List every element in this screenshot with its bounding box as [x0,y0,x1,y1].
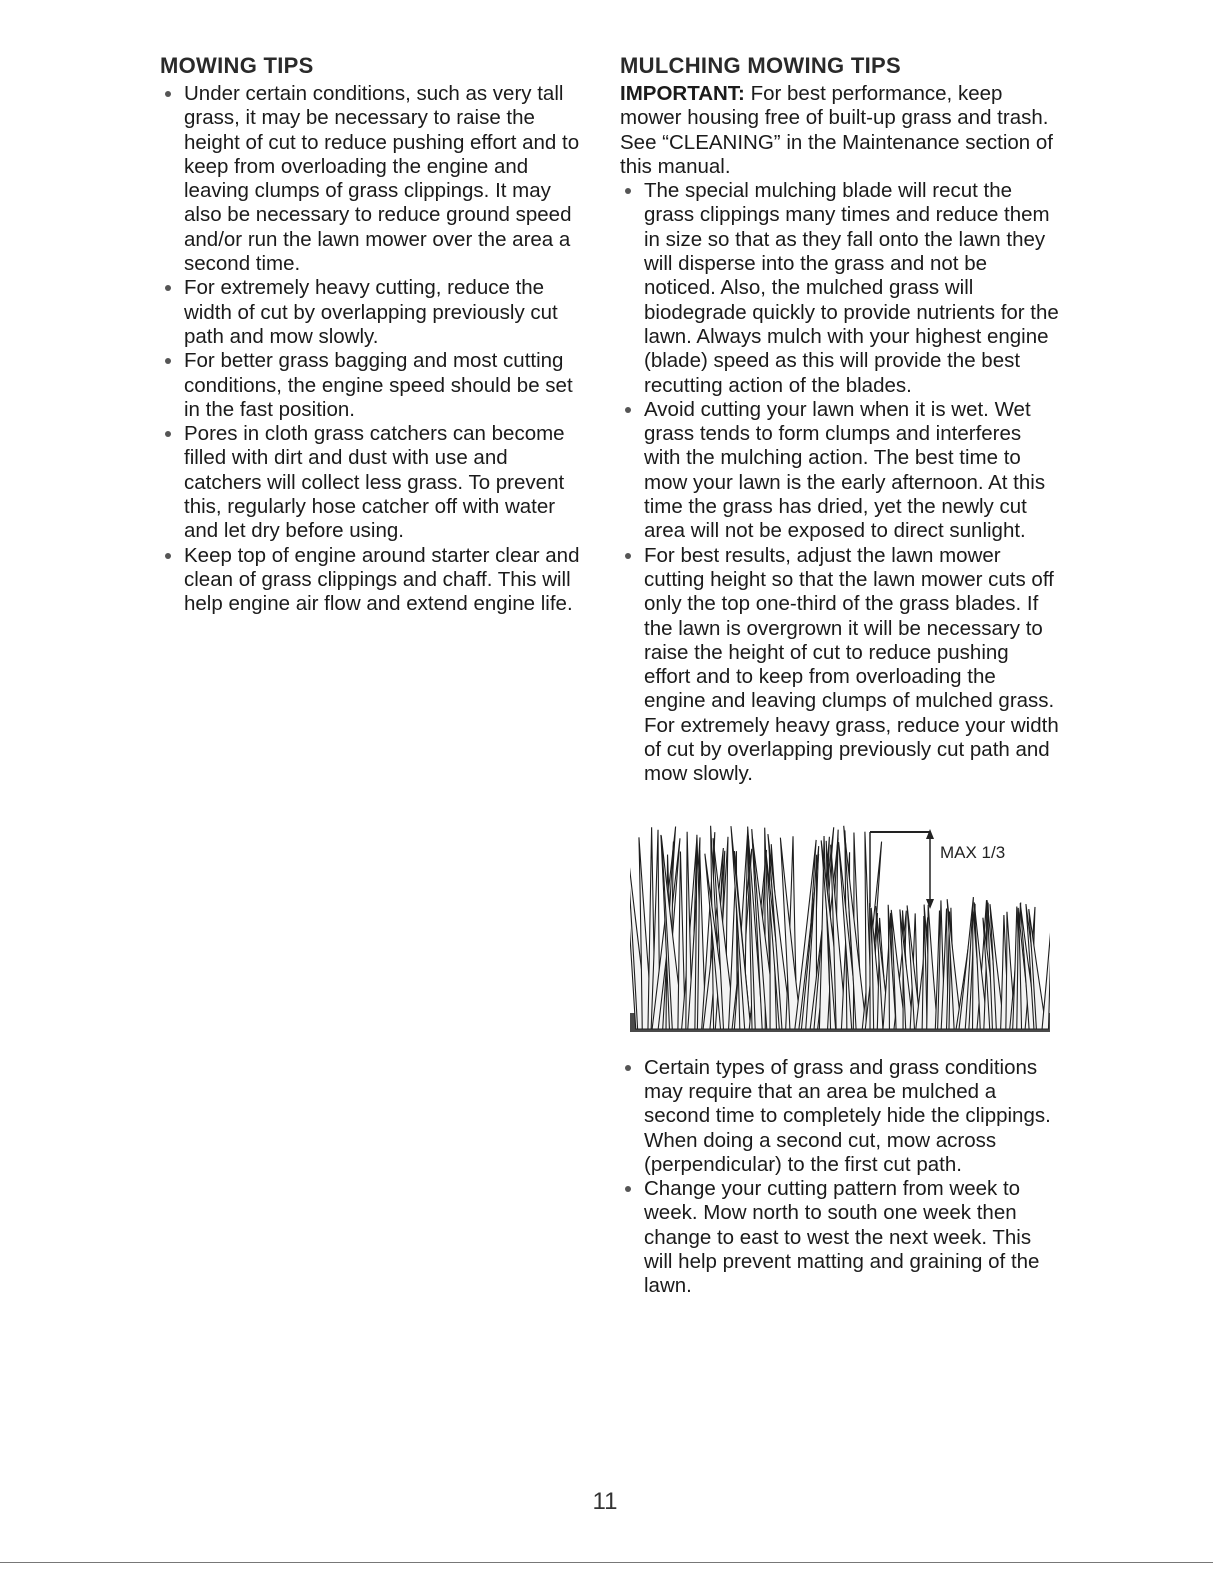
bullet-icon [625,407,631,413]
max-one-third-label: MAX 1/3 [940,842,1006,862]
bullet-icon [165,358,171,364]
mulching-tips-list-continued [620,1056,1060,1299]
list-item: For extremely heavy cutting, reduce the width of cut by overlapping previously cut path and mow slowly. [160,276,590,349]
bullet-icon [625,188,631,194]
page-number: 11 [592,1488,618,1515]
bullet-icon [165,285,171,291]
bullet-icon [165,553,171,559]
left-column [160,52,590,617]
tall-grass [630,825,882,1028]
bottom-rule [0,1562,1213,1563]
important-text: For best performance, keep mower housing free of built-up grass and trash. See “CLEANING” in the Maintenance section of this manual. [620,82,1053,178]
grass-blade [1042,912,1050,1029]
bullet-icon [625,1065,631,1071]
short-grass [865,897,1050,1029]
mulching-tips-heading: MULCHING MOWING TIPS [620,53,901,78]
important-note [620,82,1060,179]
list-item: For best results, adjust the lawn mower cutting height so that the lawn mower cuts off only the top one-third of the grass blades. If the lawn is overgrown it will be necessary to raise the height of cut to reduce pushing effort and to keep from overloading the engine and leaving clumps of mulched grass. For extremely heavy grass, reduce your width of cut by overlapping previously cut path and mow slowly. [620,544,1060,787]
list-item: Keep top of engine around starter clear and clean of grass clippings and chaff. This will help engine air flow and extend engine life. [160,544,590,617]
list-item: The special mulching blade will recut the grass clippings many times and reduce them in size so that as they fall onto the lawn they will disperse into the grass and not be noticed. Also, the mulched grass will biodegrade quickly to provide nutrients for the lawn. Always mulch with your highest engine (blade) speed as this will provide the best recutting action of the blades. [620,179,1060,398]
arrow-up-icon [926,829,934,839]
mowing-tips-list [160,82,590,617]
mulching-tips-list [620,179,1060,786]
right-column [620,52,1060,1299]
list-item: Avoid cutting your lawn when it is wet. Wet grass tends to form clumps and interferes with the mulching action. The best time to mow your lawn is the early afternoon. At this time the grass has dried, yet the newly cut area will not be exposed to direct sunlight. [620,398,1060,544]
bullet-icon [165,91,171,97]
list-item: Pores in cloth grass catchers can become filled with dirt and dust with use and catchers will collect less grass. To prevent this, regularly hose catcher off with water and let dry before using. [160,422,590,543]
bullet-icon [625,553,631,559]
important-label: IMPORTANT: [620,82,745,105]
mowing-tips-heading: MOWING TIPS [160,53,314,78]
arrow-down-icon [926,899,934,909]
list-item: For better grass bagging and most cutting conditions, the engine speed should be set in the fast position. [160,349,590,422]
bullet-icon [625,1186,631,1192]
list-item: Change your cutting pattern from week to week. Mow north to south one week then change to east to west the next week. This will help prevent matting and graining of the lawn. [620,1177,1060,1298]
list-item: Certain types of grass and grass conditions may require that an area be mulched a second time to completely hide the clippings. When doing a second cut, mow across (perpendicular) to the first cut path. [620,1056,1060,1177]
list-item: Under certain conditions, such as very tall grass, it may be necessary to raise the height of cut to reduce pushing effort and to keep from overloading the engine and leaving clumps of grass clippings. It may also be necessary to reduce ground speed and/or run the lawn mower over the area a second time. [160,82,590,276]
bullet-icon [165,431,171,437]
grass-cutting-height-illustration [630,817,1050,1032]
